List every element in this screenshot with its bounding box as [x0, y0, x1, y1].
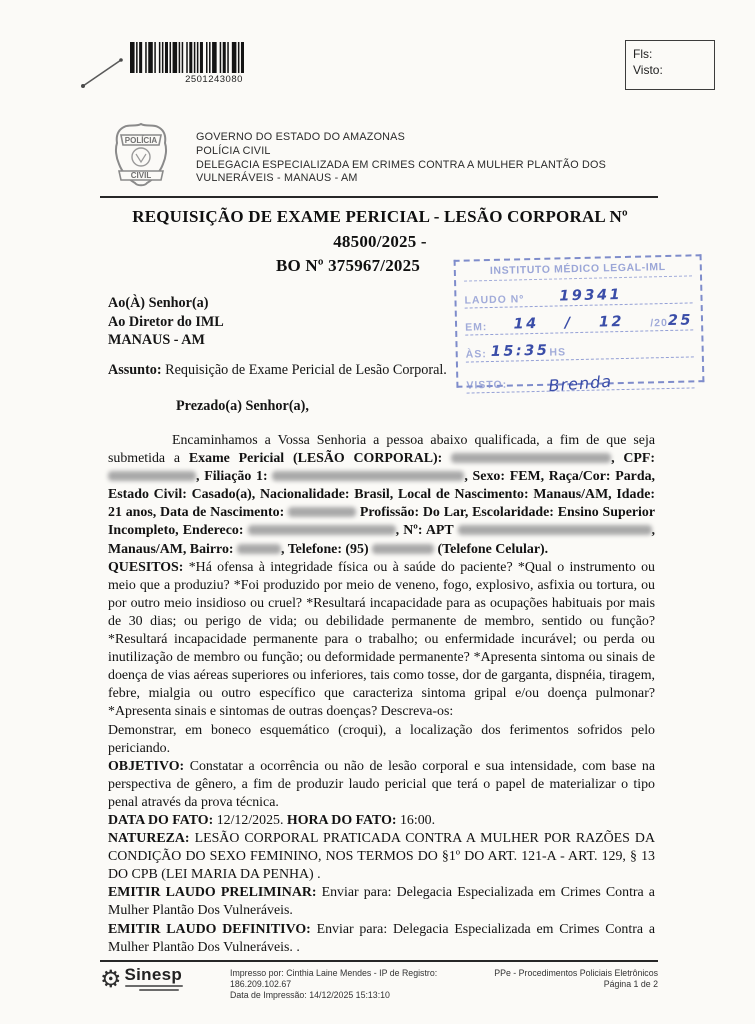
sinesp-logo-text: Sinesp: [124, 965, 183, 985]
gear-icon: ⚙: [100, 966, 122, 993]
sinesp-logo: [100, 965, 230, 993]
redacted-text: [288, 507, 356, 517]
footer-right: [494, 968, 658, 990]
visto-label: Visto:: [633, 63, 663, 77]
system-name: PPe - Procedimentos Policiais Eletrônicos: [494, 968, 658, 978]
redacted-text: [458, 525, 652, 535]
redacted-text: [237, 544, 281, 554]
sinesp-tagline: [125, 985, 183, 991]
agency-line-police: POLÍCIA CIVIL: [196, 144, 271, 157]
recipient-line-1: Ao(À) Senhor(a): [108, 295, 209, 311]
paragraph-data-hora-fato: DATA DO FATO: 12/12/2025. HORA DO FATO: 16:00.: [108, 812, 436, 828]
title-line-2: 48500/2025 -: [333, 231, 427, 251]
stamp-date-day: 14: [513, 315, 539, 333]
paragraph-laudo-preliminar: EMITIR LAUDO PRELIMINAR: Enviar para: Delegacia Especializada em Crimes Contra a Mulher Plantão Dos Vulneráveis.: [108, 885, 655, 919]
fls-visto-box: [625, 40, 715, 90]
stamp-time-label: ÀS:: [465, 348, 487, 361]
stamp-laudo-label: LAUDO Nº: [464, 293, 525, 307]
paragraph-natureza: NATUREZA: LESÃO CORPORAL PRATICADA CONTRA A MULHER POR RAZÕES DA CONDIÇÃO DO SEXO FEMININO, NOS TERMOS DO §1º DO ART. 121-A - ART. 129, § 13 DO CPB (LEI MARIA DA PENHA) .: [108, 831, 655, 883]
fls-label: Fls:: [633, 47, 653, 61]
print-info: [230, 968, 480, 1001]
paragraph-laudo-definitivo: EMITIR LAUDO DEFINITIVO: Enviar para: Delegacia Especializada em Crimes Contra a Mulher Plantão Dos Vulneráveis. .: [108, 921, 655, 955]
agency-line-precinct: DELEGACIA ESPECIALIZADA EM CRIMES CONTRA A MULHER PLANTÃO DOS VULNERÁVEIS - MANAUS - AM: [196, 158, 606, 185]
title-line-bo: BO Nº 375967/2025: [275, 256, 421, 275]
paragraph-objetivo: OBJETIVO: Constatar a ocorrência ou não de lesão corporal e sua intensidade, com base na perspectiva de gênero, a fim de produzir laudo pericial que terá o papel de materializar o tipo penal através da prova técnica.: [108, 758, 656, 810]
badge-bottom-label: CIVIL: [130, 171, 152, 180]
stamp-date-slash: /: [564, 315, 573, 332]
footer-divider: [100, 960, 658, 962]
agency-line-government: GOVERNO DO ESTADO DO AMAZONAS: [196, 131, 405, 143]
stamp-time-value: 15:35: [490, 342, 550, 361]
agency-header: [196, 131, 646, 186]
stamp-laudo-number: 19341: [559, 287, 623, 305]
policia-civil-badge-icon: [109, 121, 173, 191]
stamp-date-month: 12: [598, 313, 625, 331]
redacted-text: [108, 471, 196, 481]
barcode: [128, 42, 300, 85]
salutation: Prezado(a) Senhor(a),: [176, 398, 309, 414]
iml-stamp: [454, 254, 705, 396]
pen-mark: [75, 48, 127, 92]
stamp-visto-label: VISTO:: [466, 378, 508, 392]
stamp-time-suffix: HS: [549, 346, 567, 359]
badge-top-label: POLÍCIA: [124, 136, 158, 145]
stamp-year-prefix: /20: [650, 316, 669, 330]
subject-label: Assunto:: [108, 362, 162, 378]
printed-by-line2: 186.209.102.67: [230, 979, 292, 989]
footer: [100, 965, 658, 1001]
subject-line: [108, 362, 447, 379]
page-number: Página 1 de 2: [603, 979, 658, 989]
document-body: [108, 432, 655, 957]
redacted-text: [372, 544, 434, 554]
redacted-text: [451, 453, 611, 463]
redacted-text: [272, 471, 464, 481]
stamp-date-label: EM:: [464, 321, 488, 334]
stamp-institute: INSTITUTO MÉDICO LEGAL-IML: [464, 258, 692, 281]
printed-by-line1: Impresso por: Cinthia Laine Mendes - IP de Registro:: [230, 968, 438, 978]
header-divider: [100, 196, 658, 198]
recipient-block: [108, 294, 224, 350]
redacted-text: [248, 525, 396, 535]
recipient-line-2: Ao Diretor do IML: [108, 313, 224, 330]
paragraph-quesitos: QUESITOS: *Há ofensa à integridade física ou à saúde do paciente? *Qual o instrumento ou meio que a produziu? *Foi produzido por meio de veneno, fogo, explosivo, asfixia ou tortura, ou por outro meio insidioso ou cruel? *Resultará incapacidade para as ocupações habituais por mais de 30 dias; ou perigo de vida; ou debilidade permanente de membro, sentido ou função? *Resultará incapacidade permanente para o trabalho; ou enfermidade incurável; ou perda ou inutilização de membro ou função; ou deformidade permanente? *Apresenta sintoma ou sinais de doença de vias aéreas superiores ou inferiores, tais como tosse, dor de garganta, dispnéia, tiragem, febre, mialgia ou outro específico que caracteriza sintoma gripal e/ou doença pulmonar? *Apresenta sinais e sintomas de outras doenças? Descreva-os: Demonstrar, em boneco esquemático (croqui), a localização dos ferimentos sofridos pelo periciando.: [108, 559, 656, 756]
title-line-1: REQUISIÇÃO DE EXAME PERICIAL - LESÃO CORPORAL Nº: [132, 207, 628, 226]
subject-text: Requisição de Exame Pericial de Lesão Corporal.: [161, 362, 447, 378]
recipient-line-3: MANAUS - AM: [108, 332, 205, 349]
barcode-number: 2501243080: [185, 74, 243, 85]
paragraph-qualification: Encaminhamos a Vossa Senhoria a pessoa abaixo qualificada, a fim de que seja submetida a Exame Pericial (LESÃO CORPORAL): , CPF: , Filiação 1: , Sexo: FEM, Raça/Cor: Parda, Estado Civil: Casado(a), Nacionalidade: Brasil, Local de Nascimento: Manaus/AM, Idade: 21 anos, Data de Nascimento: Profissão: Do Lar, Escolaridade: Ensino Superior Incompleto, Endereco: , Nº: APT , Manaus/AM, Bairro: , Telefone: (95) (Telefone Celular).: [108, 433, 656, 557]
barcode-bars: [130, 42, 298, 73]
stamp-signature: Brenda: [547, 371, 613, 396]
print-date: Data de Impressão: 14/12/2025 15:13:10: [230, 990, 390, 1000]
stamp-date-year: 25: [667, 312, 694, 329]
